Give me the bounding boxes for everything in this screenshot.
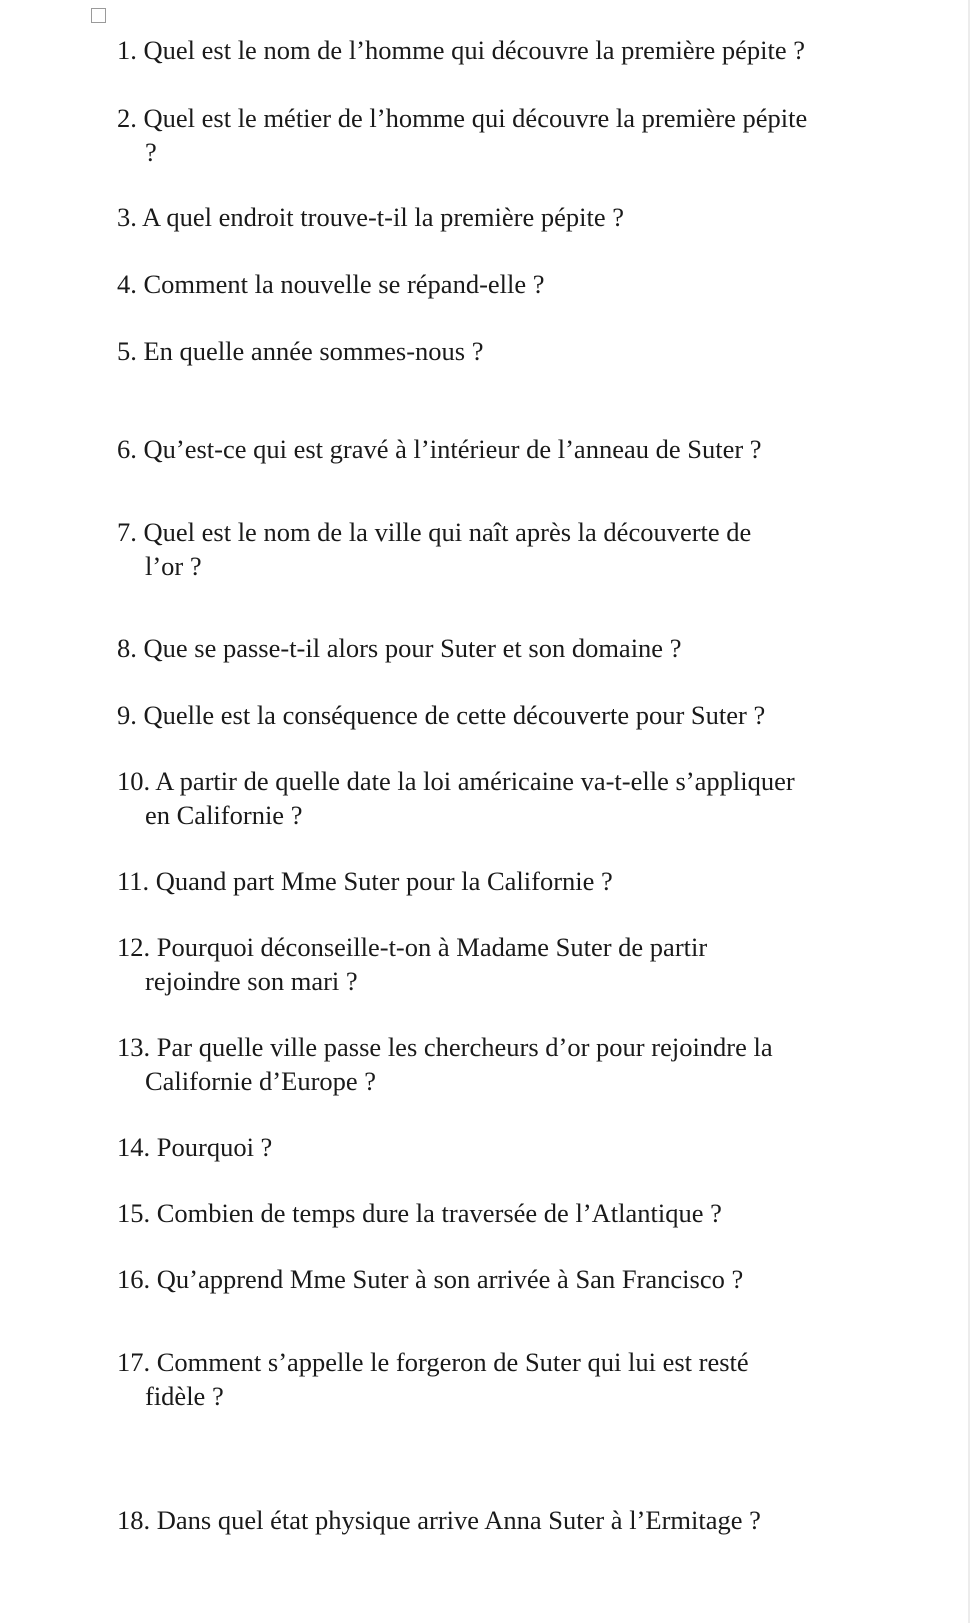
question-text-continued: l’or ? [145, 551, 202, 581]
question-text: Que se passe-t-il alors pour Suter et son domaine ? [143, 633, 682, 663]
question-text-continued: Californie d’Europe ? [145, 1066, 377, 1096]
question-number: 7. [117, 517, 137, 547]
question-3 [117, 200, 624, 234]
question-8 [117, 631, 681, 665]
question-1 [117, 33, 805, 67]
question-text: En quelle année sommes-nous ? [143, 336, 484, 366]
question-text: Quel est le métier de l’homme qui découvre la première pépite [143, 103, 808, 133]
question-text-continued: rejoindre son mari ? [145, 966, 358, 996]
question-text-continued: fidèle ? [145, 1381, 224, 1411]
question-18 [117, 1503, 761, 1537]
question-16 [117, 1262, 743, 1296]
question-2 [117, 101, 807, 169]
question-text: A partir de quelle date la loi américaine va-t-elle s’appliquer [155, 766, 795, 796]
question-number: 1. [117, 35, 137, 65]
question-9 [117, 698, 765, 732]
question-11 [117, 864, 613, 898]
question-text: Dans quel état physique arrive Anna Suter à l’Ermitage ? [156, 1505, 761, 1535]
question-number: 15. [117, 1198, 151, 1228]
question-12 [117, 930, 707, 998]
question-number: 2. [117, 103, 137, 133]
question-6 [117, 432, 762, 466]
question-number: 8. [117, 633, 137, 663]
question-number: 17. [117, 1347, 151, 1377]
question-text: Pourquoi ? [156, 1132, 273, 1162]
question-text: Quel est le nom de l’homme qui découvre la première pépite ? [143, 35, 806, 65]
question-number: 10. [117, 766, 151, 796]
page-edge-divider [968, 0, 970, 1623]
question-number: 18. [117, 1505, 151, 1535]
question-13 [117, 1030, 773, 1098]
question-text: Quel est le nom de la ville qui naît après la découverte de [143, 517, 752, 547]
question-17 [117, 1345, 749, 1413]
question-number: 14. [117, 1132, 151, 1162]
question-number: 5. [117, 336, 137, 366]
question-number: 9. [117, 700, 137, 730]
question-text: Quand part Mme Suter pour la Californie ? [155, 866, 613, 896]
question-text: Comment s’appelle le forgeron de Suter qui lui est resté [156, 1347, 749, 1377]
question-text: Pourquoi déconseille-t-on à Madame Suter de partir [156, 932, 708, 962]
question-10 [117, 764, 795, 832]
question-text: A quel endroit trouve-t-il la première pépite ? [142, 202, 625, 232]
question-text: Qu’est-ce qui est gravé à l’intérieur de l’anneau de Suter ? [143, 434, 762, 464]
question-text: Par quelle ville passe les chercheurs d’or pour rejoindre la [156, 1032, 773, 1062]
question-number: 6. [117, 434, 137, 464]
question-number: 16. [117, 1264, 151, 1294]
question-4 [117, 267, 545, 301]
question-text-continued: en Californie ? [145, 800, 303, 830]
question-number: 3. [117, 202, 137, 232]
question-text: Qu’apprend Mme Suter à son arrivée à San Francisco ? [156, 1264, 744, 1294]
question-number: 11. [117, 866, 150, 896]
checkbox-icon[interactable] [91, 8, 106, 23]
question-14 [117, 1130, 272, 1164]
question-text: Comment la nouvelle se répand-elle ? [143, 269, 545, 299]
question-text: Quelle est la conséquence de cette découverte pour Suter ? [143, 700, 766, 730]
question-number: 4. [117, 269, 137, 299]
question-text-continued: ? [145, 137, 157, 167]
question-5 [117, 334, 483, 368]
question-number: 12. [117, 932, 151, 962]
question-text: Combien de temps dure la traversée de l’Atlantique ? [156, 1198, 722, 1228]
question-7 [117, 515, 751, 583]
question-15 [117, 1196, 722, 1230]
question-number: 13. [117, 1032, 151, 1062]
